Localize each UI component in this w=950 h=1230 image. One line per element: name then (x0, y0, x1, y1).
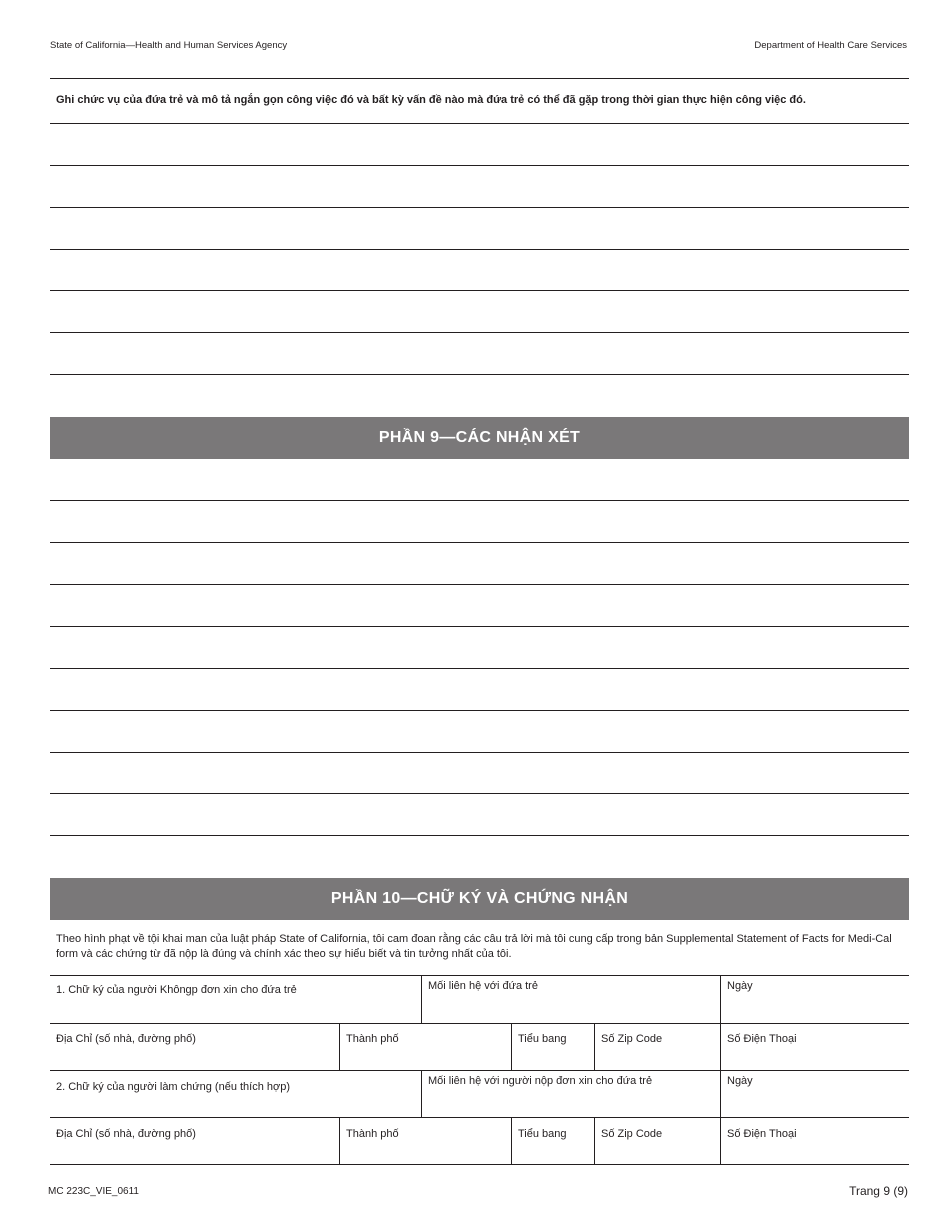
comment-line[interactable] (50, 584, 909, 585)
witness-signature-field[interactable] (50, 1071, 421, 1117)
witness-phone-label: Số Điện Thoại (727, 1128, 797, 1140)
applicant-signature-label: 1. Chữ ký của người Khôngp đơn xin cho đứa trẻ (56, 984, 297, 996)
applicant-address-label: Địa Chỉ (số nhà, đường phố) (56, 1033, 196, 1045)
applicant-city-field[interactable] (339, 1023, 511, 1070)
comment-line[interactable] (50, 500, 909, 501)
page-number: Trang 9 (9) (849, 1184, 908, 1198)
signature-row-applicant (50, 975, 909, 1024)
applicant-relationship-label: Mối liên hệ với đứa trẻ (428, 980, 538, 992)
witness-signature-label: 2. Chữ ký của người làm chứng (nếu thích hợp) (56, 1081, 291, 1093)
divider (50, 78, 909, 79)
comment-line[interactable] (50, 710, 909, 711)
applicant-state-field[interactable] (511, 1023, 594, 1070)
part10-heading: PHẦN 10—CHỮ KÝ VÀ CHỨNG NHẬN (50, 878, 909, 920)
witness-address-label: Địa Chỉ (số nhà, đường phố) (56, 1128, 196, 1140)
witness-phone-field[interactable] (720, 1118, 909, 1164)
applicant-phone-field[interactable] (720, 1023, 909, 1070)
address-row-applicant (50, 1023, 909, 1071)
comment-line[interactable] (50, 793, 909, 794)
work-answer-line[interactable] (50, 249, 909, 250)
work-answer-line[interactable] (50, 165, 909, 166)
witness-relationship-field[interactable] (421, 1071, 720, 1117)
comment-line[interactable] (50, 835, 909, 836)
work-instruction: Ghi chức vụ của đứa trẻ và mô tả ngắn gọn công việc đó và bất kỳ vấn đề nào mà đứa trẻ có thể đã gặp trong thời gian thực hiện công việc đó. (56, 94, 806, 106)
department-name: Department of Health Care Services (754, 40, 907, 51)
witness-relationship-label: Mối liên hệ với người nộp đơn xin cho đứa trẻ (428, 1075, 653, 1087)
applicant-address-field[interactable] (50, 1023, 339, 1070)
applicant-relationship-field[interactable] (421, 976, 720, 1023)
work-answer-line[interactable] (50, 374, 909, 375)
applicant-zip-label: Số Zip Code (601, 1033, 663, 1045)
applicant-zip-field[interactable] (594, 1023, 720, 1070)
applicant-state-label: Tiểu bang (518, 1033, 567, 1045)
comment-line[interactable] (50, 752, 909, 753)
witness-date-field[interactable] (720, 1071, 909, 1117)
witness-zip-label: Số Zip Code (601, 1128, 663, 1140)
address-row-witness (50, 1118, 909, 1165)
witness-address-field[interactable] (50, 1118, 339, 1164)
witness-city-label: Thành phố (346, 1128, 399, 1140)
signature-grid (50, 975, 909, 1165)
witness-city-field[interactable] (339, 1118, 511, 1164)
witness-state-field[interactable] (511, 1118, 594, 1164)
applicant-date-field[interactable] (720, 976, 909, 1023)
comment-line[interactable] (50, 542, 909, 543)
work-answer-line[interactable] (50, 332, 909, 333)
divider (50, 123, 909, 124)
applicant-phone-label: Số Điện Thoại (727, 1033, 797, 1045)
agency-name: State of California—Health and Human Services Agency (50, 40, 288, 51)
witness-date-label: Ngày (727, 1075, 753, 1087)
form-id: MC 223C_VIE_0611 (48, 1186, 139, 1197)
work-answer-line[interactable] (50, 290, 909, 291)
applicant-city-label: Thành phố (346, 1033, 399, 1045)
witness-state-label: Tiểu bang (518, 1128, 567, 1140)
applicant-date-label: Ngày (727, 980, 753, 992)
applicant-signature-field[interactable] (50, 976, 421, 1023)
certification-text: Theo hình phạt về tội khai man của luật pháp State of California, tôi cam đoan rằng các câu trả lời mà tôi cung cấp trong bản Supplemental Statement of Facts for Medi-Cal form và các chứng từ đã nộp là đúng và chính xác theo sự hiểu biết và tin tưởng nhất của tôi. (56, 933, 892, 960)
signature-row-witness (50, 1071, 909, 1118)
part9-heading: PHẦN 9—CÁC NHẬN XÉT (50, 417, 909, 459)
witness-zip-field[interactable] (594, 1118, 720, 1164)
comment-line[interactable] (50, 626, 909, 627)
work-answer-line[interactable] (50, 207, 909, 208)
comment-line[interactable] (50, 668, 909, 669)
